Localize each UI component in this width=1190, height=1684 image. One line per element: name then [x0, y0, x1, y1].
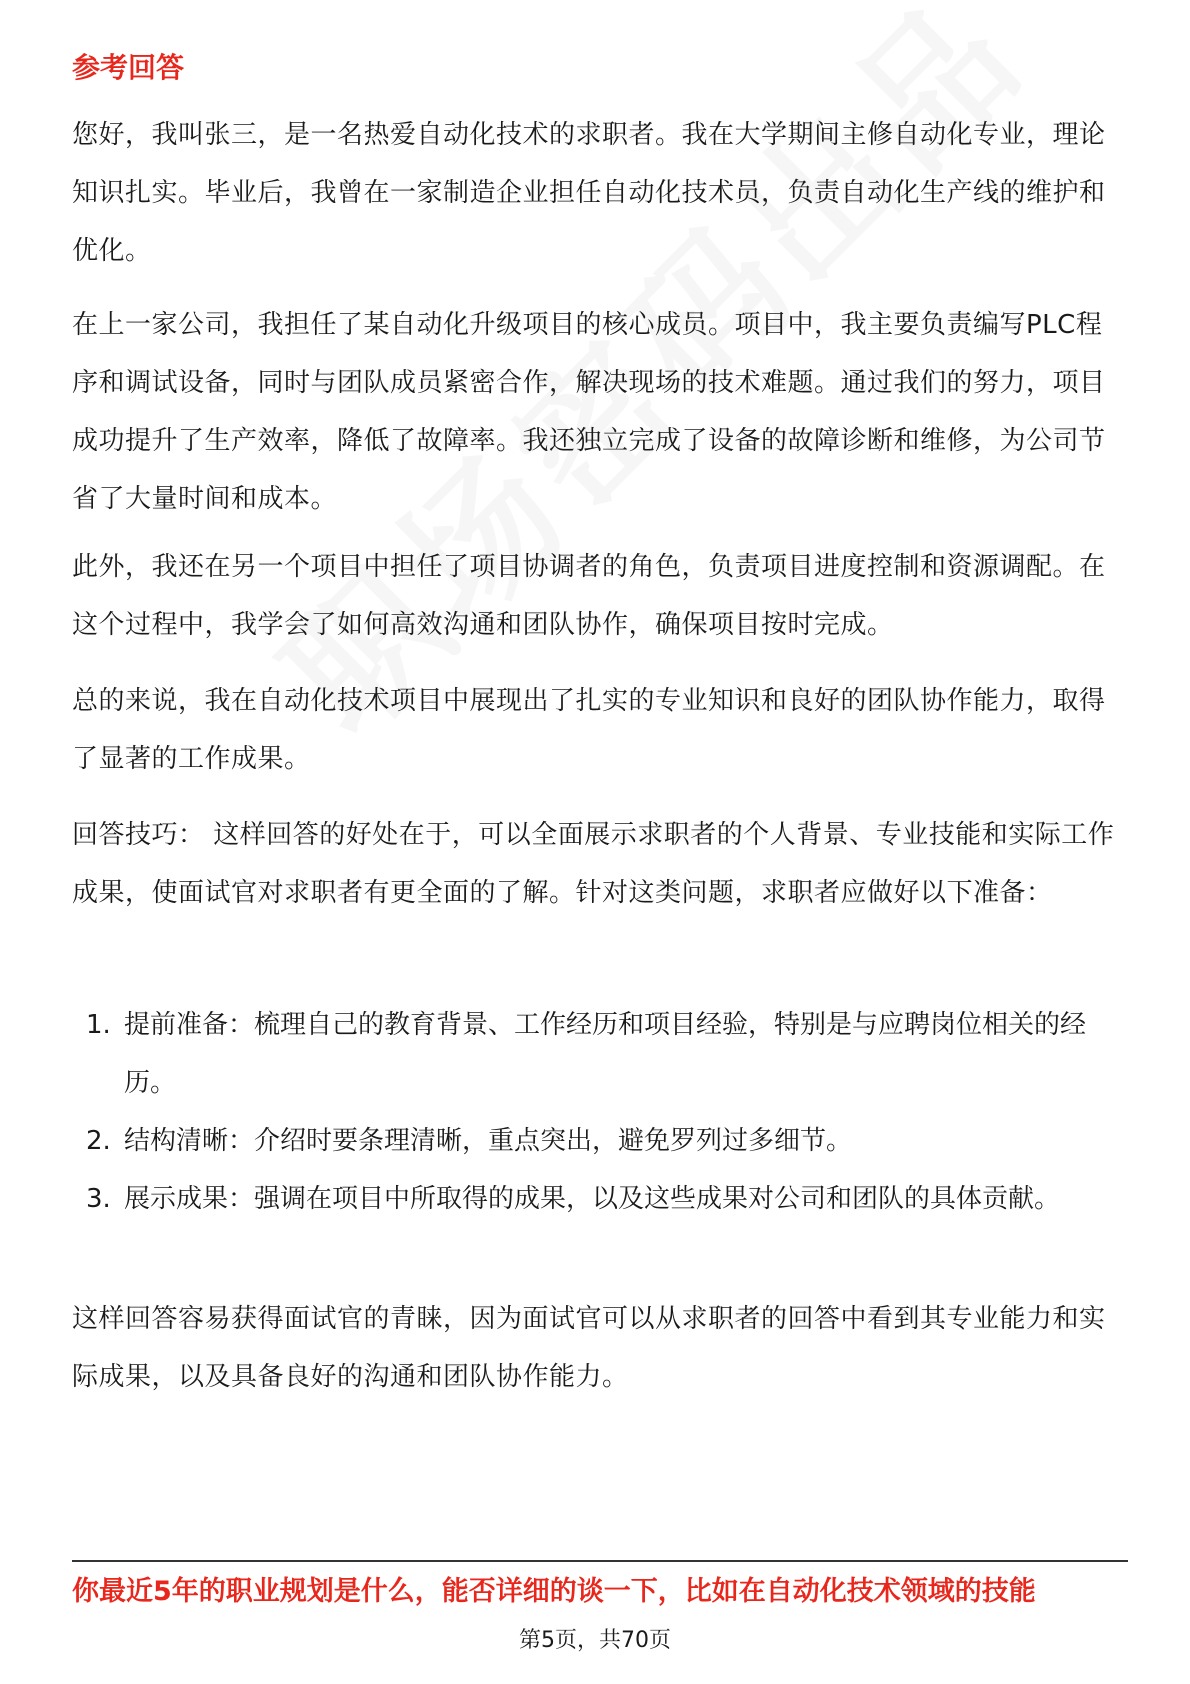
paragraph-coordination: 此外，我还在另一个项目中担任了项目协调者的角色，负责项目进度控制和资源调配。在这个过程中，我学会了如何高效沟通和团队协作，确保项目按时完成。: [72, 552, 1106, 640]
next-question-heading: 你最近5年的职业规划是什么，能否详细的谈一下，比如在自动化技术领域的技能: [72, 1576, 1036, 1607]
page-footer: 第5页，共70页: [519, 1628, 671, 1653]
paragraph-closing: 这样回答容易获得面试官的青睐，因为面试官可以从求职者的回答中看到其专业能力和实际成果，以及具备良好的沟通和团队协作能力。: [72, 1304, 1106, 1392]
paragraph-intro: 您好，我叫张三，是一名热爱自动化技术的求职者。我在大学期间主修自动化专业，理论知识扎实。毕业后，我曾在一家制造企业担任自动化技术员，负责自动化生产线的维护和优化。: [72, 120, 1106, 266]
tips-list: [72, 996, 1128, 1228]
list-item-text: 提前准备：梳理自己的教育背景、工作经历和项目经验，特别是与应聘岗位相关的经历。: [124, 1010, 1087, 1098]
list-item-text: 结构清晰：介绍时要条理清晰，重点突出，避免罗列过多细节。: [124, 1126, 853, 1156]
list-item: [72, 996, 1128, 1112]
list-item: [72, 1112, 1128, 1170]
section-title: 参考回答: [72, 51, 185, 84]
paragraph-project: 在上一家公司，我担任了某自动化升级项目的核心成员。项目中，我主要负责编写PLC程序和调试设备，同时与团队成员紧密合作，解决现场的技术难题。通过我们的努力，项目成功提升了生产效率，降低了故障率。我还独立完成了设备的故障诊断和维修，为公司节省了大量时间和成本。: [72, 310, 1106, 514]
paragraph-tips-intro: 回答技巧： 这样回答的好处在于，可以全面展示求职者的个人背景、专业技能和实际工作成果，使面试官对求职者有更全面的了解。针对这类问题，求职者应做好以下准备：: [72, 820, 1115, 908]
paragraph-summary: 总的来说，我在自动化技术项目中展现出了扎实的专业知识和良好的团队协作能力，取得了显著的工作成果。: [72, 686, 1106, 774]
list-number: 3.: [86, 1184, 111, 1214]
list-item: [72, 1170, 1128, 1228]
divider: [72, 1560, 1128, 1562]
list-number: 1.: [86, 1010, 111, 1040]
list-number: 2.: [86, 1126, 111, 1156]
list-item-text: 展示成果：强调在项目中所取得的成果，以及这些成果对公司和团队的具体贡献。: [124, 1184, 1061, 1214]
